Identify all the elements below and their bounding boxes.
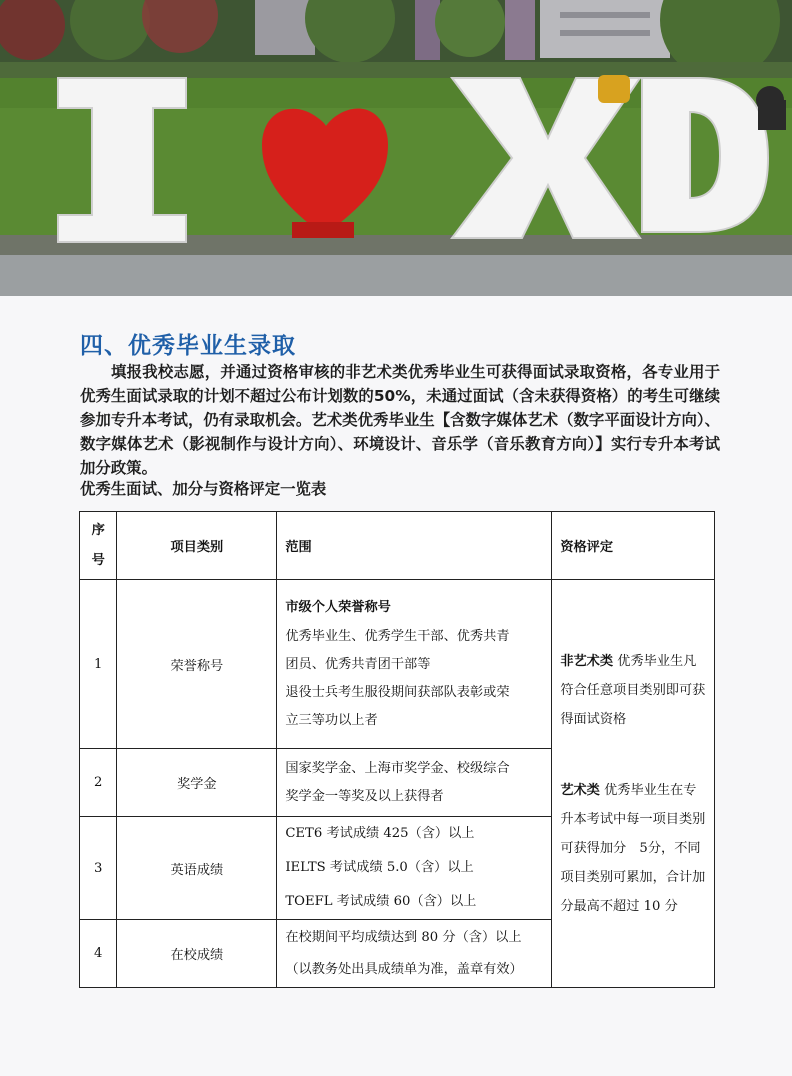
row-no: 2	[80, 749, 117, 817]
range-line: 团员、优秀共青团干部等	[285, 657, 431, 672]
qual-art-label: 艺术类	[560, 782, 600, 798]
header-type: 项目类别	[117, 512, 277, 580]
header-no-line2: 号	[91, 552, 105, 568]
row-no: 1	[80, 580, 117, 749]
range-line: IELTS 考试成绩 5.0（含）以上	[285, 860, 474, 875]
range-line: 奖学金一等奖及以上获得者	[285, 788, 444, 804]
header-no-line1: 序	[91, 522, 105, 538]
row-range	[277, 817, 552, 920]
row-type: 在校成绩	[117, 920, 277, 988]
row-range	[277, 580, 552, 749]
campus-photo	[0, 0, 792, 296]
table-header-row	[80, 512, 715, 580]
row-no: 4	[80, 920, 117, 988]
range-line: （以教务处出具成绩单为准，盖章有效）	[285, 961, 523, 977]
header-range: 范围	[277, 512, 552, 580]
campus-photo-illustration	[0, 0, 792, 296]
section-title: 四、优秀毕业生录取	[80, 333, 296, 359]
section-intro: 填报我校志愿，并通过资格审核的非艺术类优秀毕业生可获得面试录取资格，各专业用于优秀生面试录取的计划不超过公布计划数的50%，未通过面试（含未获得资格）的考生可继续参加专升本考试，仍有录取机会。艺术类优秀毕业生【含数字媒体艺术（数字平面设计方向）、数字媒体艺术（影视制作与设计方向）、环境设计、音乐学（音乐教育方向）】实行专升本考试加分政策。	[80, 363, 720, 477]
range-line: 优秀毕业生、优秀学生干部、优秀共青	[285, 629, 510, 644]
qualification-cell	[552, 580, 715, 988]
row-no: 3	[80, 817, 117, 920]
range-line: 立三等功以上者	[285, 713, 378, 728]
row-range	[277, 920, 552, 988]
range-title: 市级个人荣誉称号	[285, 600, 391, 615]
row-type: 荣誉称号	[117, 580, 277, 749]
qual-art-text: 优秀毕业生在专升本考试中每一项目类别可获得加分 5分，不同项目类别可累加，合计加分最高不超过 10 分	[560, 782, 706, 914]
header-no	[80, 512, 117, 580]
range-line: TOEFL 考试成绩 60（含）以上	[285, 894, 477, 909]
range-line: 退役士兵考生服役期间获部队表彰或荣	[285, 685, 510, 700]
qual-art	[560, 776, 714, 921]
table-row	[80, 580, 715, 749]
qual-non-art-text: 优秀毕业生凡符合任意项目类别即可获得面试资格	[560, 653, 706, 727]
qual-non-art-label: 非艺术类	[560, 653, 614, 669]
row-range	[277, 749, 552, 817]
evaluation-table	[79, 511, 715, 988]
table-caption: 优秀生面试、加分与资格评定一览表	[80, 480, 327, 498]
range-line: 在校期间平均成绩达到 80 分（含）以上	[285, 929, 522, 945]
header-qual: 资格评定	[552, 512, 715, 580]
range-line: 国家奖学金、上海市奖学金、校级综合	[285, 760, 510, 776]
range-line: CET6 考试成绩 425（含）以上	[285, 826, 475, 841]
qual-non-art	[560, 647, 714, 734]
row-type: 奖学金	[117, 749, 277, 817]
row-type: 英语成绩	[117, 817, 277, 920]
